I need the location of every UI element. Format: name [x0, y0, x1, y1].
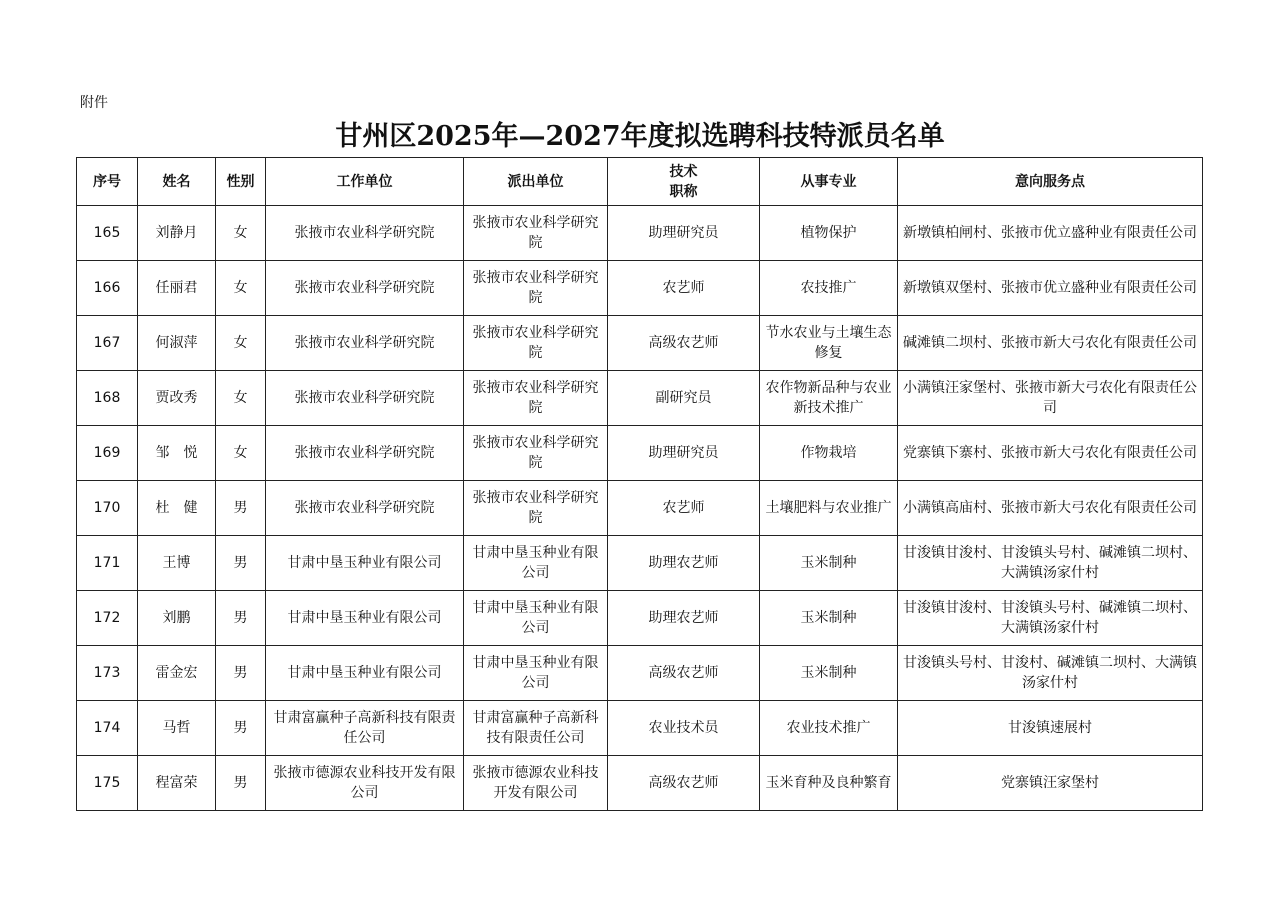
cell-seq: 171 [77, 536, 138, 591]
cell-specialty: 玉米制种 [760, 646, 898, 701]
cell-tech-title: 助理研究员 [608, 206, 760, 261]
cell-dispatch-unit: 张掖市德源农业科技开发有限公司 [464, 756, 608, 811]
table-row [77, 481, 1203, 536]
table-header-row [77, 158, 1203, 206]
cell-tech-title: 助理农艺师 [608, 591, 760, 646]
cell-work-unit: 张掖市农业科学研究院 [266, 426, 464, 481]
cell-name: 贾改秀 [138, 371, 216, 426]
table-row [77, 756, 1203, 811]
table-row [77, 536, 1203, 591]
header-gender: 性别 [216, 158, 266, 206]
cell-seq: 165 [77, 206, 138, 261]
table-row [77, 646, 1203, 701]
table-row [77, 701, 1203, 756]
cell-specialty: 农技推广 [760, 261, 898, 316]
table-row [77, 316, 1203, 371]
attachment-label: 附件 [80, 95, 108, 111]
cell-tech-title: 高级农艺师 [608, 316, 760, 371]
cell-name: 雷金宏 [138, 646, 216, 701]
cell-specialty: 玉米制种 [760, 591, 898, 646]
header-seq: 序号 [77, 158, 138, 206]
cell-dispatch-unit: 张掖市农业科学研究院 [464, 316, 608, 371]
page-title: 甘州区2025年—2027年度拟选聘科技特派员名单 [335, 121, 945, 152]
header-tech-title [608, 158, 760, 206]
cell-tech-title: 助理农艺师 [608, 536, 760, 591]
cell-specialty: 节水农业与土壤生态修复 [760, 316, 898, 371]
table-row [77, 206, 1203, 261]
header-name: 姓名 [138, 158, 216, 206]
cell-tech-title: 高级农艺师 [608, 756, 760, 811]
cell-dispatch-unit: 张掖市农业科学研究院 [464, 481, 608, 536]
cell-service-point: 甘浚镇速展村 [898, 701, 1203, 756]
cell-work-unit: 甘肃中垦玉种业有限公司 [266, 536, 464, 591]
header-tech-title-line1: 技术 [669, 163, 698, 180]
cell-dispatch-unit: 张掖市农业科学研究院 [464, 206, 608, 261]
cell-name: 何淑萍 [138, 316, 216, 371]
cell-seq: 169 [77, 426, 138, 481]
table-row [77, 261, 1203, 316]
cell-work-unit: 甘肃中垦玉种业有限公司 [266, 646, 464, 701]
cell-service-point: 甘浚镇头号村、甘浚村、碱滩镇二坝村、大满镇汤家什村 [898, 646, 1203, 701]
cell-specialty: 植物保护 [760, 206, 898, 261]
cell-seq: 168 [77, 371, 138, 426]
cell-specialty: 农作物新品种与农业新技术推广 [760, 371, 898, 426]
cell-work-unit: 甘肃富赢种子高新科技有限责任公司 [266, 701, 464, 756]
table-body [77, 206, 1203, 811]
cell-work-unit: 张掖市农业科学研究院 [266, 206, 464, 261]
cell-name: 任丽君 [138, 261, 216, 316]
cell-dispatch-unit: 张掖市农业科学研究院 [464, 261, 608, 316]
cell-name: 杜 健 [138, 481, 216, 536]
header-specialty: 从事专业 [760, 158, 898, 206]
cell-specialty: 玉米育种及良种繁育 [760, 756, 898, 811]
cell-tech-title: 农业技术员 [608, 701, 760, 756]
cell-service-point: 小满镇汪家堡村、张掖市新大弓农化有限责任公司 [898, 371, 1203, 426]
cell-gender: 男 [216, 701, 266, 756]
cell-tech-title: 副研究员 [608, 371, 760, 426]
cell-tech-title: 助理研究员 [608, 426, 760, 481]
cell-name: 刘鹏 [138, 591, 216, 646]
cell-gender: 女 [216, 316, 266, 371]
cell-service-point: 小满镇高庙村、张掖市新大弓农化有限责任公司 [898, 481, 1203, 536]
table-row [77, 426, 1203, 481]
cell-gender: 男 [216, 536, 266, 591]
cell-gender: 男 [216, 756, 266, 811]
cell-dispatch-unit: 甘肃中垦玉种业有限公司 [464, 646, 608, 701]
header-tech-title-line2: 职称 [669, 183, 698, 200]
cell-dispatch-unit: 张掖市农业科学研究院 [464, 426, 608, 481]
cell-service-point: 甘浚镇甘浚村、甘浚镇头号村、碱滩镇二坝村、大满镇汤家什村 [898, 536, 1203, 591]
cell-specialty: 作物栽培 [760, 426, 898, 481]
cell-tech-title: 高级农艺师 [608, 646, 760, 701]
cell-service-point: 新墩镇双堡村、张掖市优立盛种业有限责任公司 [898, 261, 1203, 316]
cell-work-unit: 张掖市农业科学研究院 [266, 371, 464, 426]
cell-service-point: 党寨镇汪家堡村 [898, 756, 1203, 811]
cell-work-unit: 甘肃中垦玉种业有限公司 [266, 591, 464, 646]
header-work-unit: 工作单位 [266, 158, 464, 206]
cell-work-unit: 张掖市农业科学研究院 [266, 261, 464, 316]
table-row [77, 591, 1203, 646]
cell-seq: 166 [77, 261, 138, 316]
cell-name: 邹 悦 [138, 426, 216, 481]
cell-dispatch-unit: 甘肃富赢种子高新科技有限责任公司 [464, 701, 608, 756]
cell-service-point: 甘浚镇甘浚村、甘浚镇头号村、碱滩镇二坝村、大满镇汤家什村 [898, 591, 1203, 646]
header-dispatch-unit: 派出单位 [464, 158, 608, 206]
cell-dispatch-unit: 张掖市农业科学研究院 [464, 371, 608, 426]
cell-service-point: 碱滩镇二坝村、张掖市新大弓农化有限责任公司 [898, 316, 1203, 371]
cell-gender: 男 [216, 646, 266, 701]
cell-name: 刘静月 [138, 206, 216, 261]
cell-seq: 174 [77, 701, 138, 756]
cell-name: 王博 [138, 536, 216, 591]
cell-gender: 女 [216, 206, 266, 261]
cell-gender: 女 [216, 261, 266, 316]
cell-specialty: 土壤肥料与农业推广 [760, 481, 898, 536]
cell-service-point: 新墩镇柏闸村、张掖市优立盛种业有限责任公司 [898, 206, 1203, 261]
cell-seq: 172 [77, 591, 138, 646]
cell-work-unit: 张掖市农业科学研究院 [266, 316, 464, 371]
cell-service-point: 党寨镇下寨村、张掖市新大弓农化有限责任公司 [898, 426, 1203, 481]
cell-seq: 173 [77, 646, 138, 701]
cell-seq: 175 [77, 756, 138, 811]
header-service-point: 意向服务点 [898, 158, 1203, 206]
roster-table [76, 157, 1203, 811]
cell-gender: 男 [216, 481, 266, 536]
cell-gender: 女 [216, 426, 266, 481]
cell-work-unit: 张掖市农业科学研究院 [266, 481, 464, 536]
cell-seq: 167 [77, 316, 138, 371]
cell-specialty: 玉米制种 [760, 536, 898, 591]
cell-tech-title: 农艺师 [608, 481, 760, 536]
cell-tech-title: 农艺师 [608, 261, 760, 316]
cell-name: 程富荣 [138, 756, 216, 811]
cell-work-unit: 张掖市德源农业科技开发有限公司 [266, 756, 464, 811]
cell-specialty: 农业技术推广 [760, 701, 898, 756]
cell-gender: 女 [216, 371, 266, 426]
cell-gender: 男 [216, 591, 266, 646]
cell-dispatch-unit: 甘肃中垦玉种业有限公司 [464, 536, 608, 591]
table-row [77, 371, 1203, 426]
cell-seq: 170 [77, 481, 138, 536]
cell-dispatch-unit: 甘肃中垦玉种业有限公司 [464, 591, 608, 646]
cell-name: 马哲 [138, 701, 216, 756]
